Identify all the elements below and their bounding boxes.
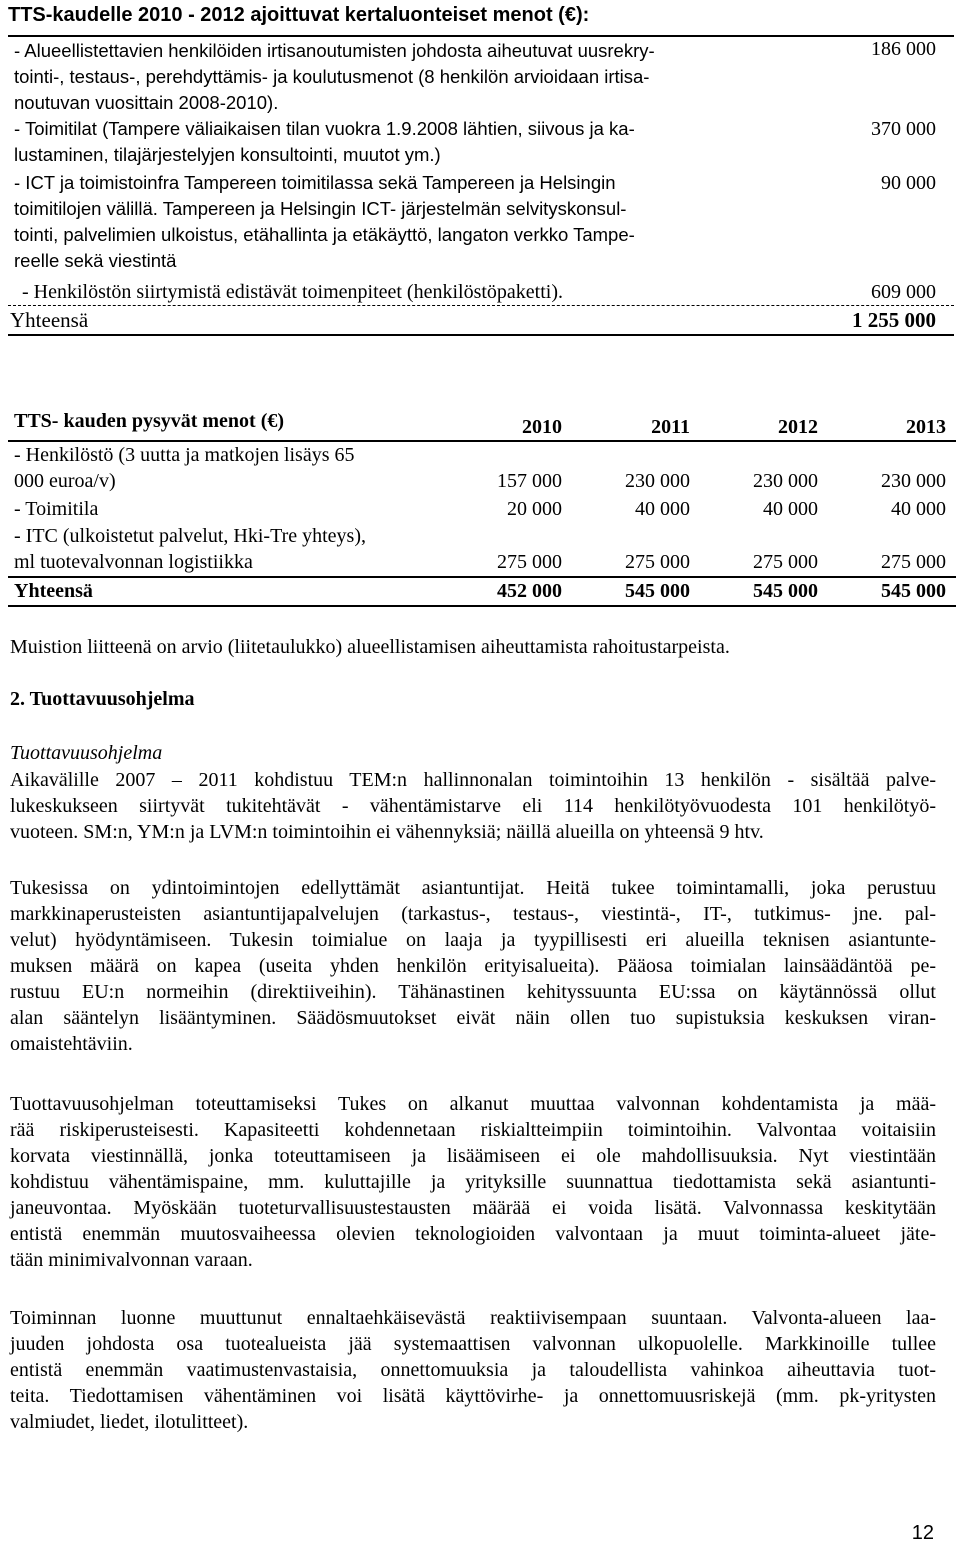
funding-note: Muistion liitteenä on arvio (liitetaulukko) alueellistamisen aiheuttamista rahoitustarpeista. [10,636,730,658]
paragraph-3-line: Tuottavuusohjelman toteuttamiseksi Tukes on alkanut muuttaa valvonnan kohdentamista ja mää- [10,1093,936,1115]
section2-row3-2011: 275 000 [625,551,690,573]
section2-bottom-rule [8,605,956,607]
section1-row4-text: - Henkilöstön siirtymistä edistävät toimenpiteet (henkilöstöpaketti). [22,281,564,303]
section1-row4-amount: 609 000 [871,281,936,303]
section2-heading: TTS- kauden pysyvät menot (€) [14,410,285,432]
paragraph-1 [10,767,936,845]
section2-total-2010: 452 000 [497,580,562,602]
section1-row1-amount: 186 000 [871,38,936,60]
section2-row2-2012: 40 000 [763,498,818,520]
section1-dashed-rule [8,305,954,306]
section2-total-2011: 545 000 [625,580,690,602]
section1-row3-line1: - ICT ja toimistoinfra Tampereen toimitilassa sekä Tampereen ja Helsingin [14,172,616,193]
section1-row1-line1: - Alueellistettavien henkilöiden irtisanoutumisten johdosta aiheutuvat uusrekry- [14,40,655,61]
section3-subheading: Tuottavuusohjelma [10,742,163,764]
section1-row2-line2: lustaminen, tilajärjestelyjen konsultointi, muutot ym.) [14,144,441,165]
section2-row3-2012: 275 000 [753,551,818,573]
paragraph-2-line: muksen määrä on kapea (useita yhden henkilön erityisalueita). Pääosa toimialan lainsäädäntöä pe- [10,955,936,977]
paragraph-2-line: omaistehtäviin. [10,1033,133,1055]
year-2013: 2013 [906,416,946,438]
paragraph-3-line: korvata viestinnällä, jonka toteuttamiseen ja lisäämiseen ei ole mahdollisuuksia. Nyt viestintään [10,1145,936,1167]
section1-row3-line3: tointi, palvelimien ulkoistus, etähallinta ja etäkäyttö, langaton verkko Tampe- [14,224,635,245]
paragraph-4-line: Toiminnan luonne muuttunut ennaltaehkäisevästä reaktiivisempaan suuntaan. Valvonta-alueen laa- [10,1307,936,1329]
section2-row1-line1: - Henkilöstö (3 uutta ja matkojen lisäys 65 [14,444,355,466]
section1-top-rule [8,35,954,37]
paragraph-3 [10,1091,936,1273]
section1-row1-line3: noutuvan vuosittain 2008-2010). [14,92,279,113]
year-2011: 2011 [651,416,690,438]
paragraph-2-line: rustuu EU:n normeihin (direktiiveihin). Tähänastinen kehityssuunta EU:ssa on käytännössä ollut [10,981,936,1003]
paragraph-2-line: markkinaperusteisten asiantuntijapalvelujen (tarkastus-, testaus-, viestintä-, IT-, tutkimus- jne. pal- [10,903,936,925]
section2-row1-2012: 230 000 [753,470,818,492]
paragraph-4-line: entistä enemmän vaatimustenvastaisia, onnettomuuksia ja taloudellista vahinkoa aiheuttavia tuot- [10,1359,936,1381]
paragraph-1-line: lukeskukseen siirtyvät tukitehtävät - vähentämistarve eli 114 henkilötyövuodesta 101 henkilötyö- [10,795,936,817]
section1-row3-amount: 90 000 [881,172,936,194]
page-number: 12 [911,1522,934,1544]
section1-heading: TTS-kaudelle 2010 - 2012 ajoittuvat kertaluonteiset menot (€): [8,4,590,26]
section2-row3-line2: ml tuotevalvonnan logistiikka [14,551,253,573]
paragraph-3-line: janeuvontaa. Myöskään tuoteturvallisuustestausten määrää ei voida lisätä. Valvonnassa keskitytään [10,1197,936,1219]
section2-row1-2013: 230 000 [881,470,946,492]
section1-bottom-rule [8,334,954,336]
year-2010: 2010 [522,416,562,438]
section2-total-label: Yhteensä [14,580,93,602]
year-2012: 2012 [778,416,818,438]
section2-row1-2011: 230 000 [625,470,690,492]
paragraph-3-line: tään minimivalvonnan varaan. [10,1249,253,1271]
paragraph-4 [10,1305,936,1435]
paragraph-1-line: Aikavälille 2007 – 2011 kohdistuu TEM:n hallinnonalan toimintoihin 13 henkilön - sisältää palve- [10,769,936,791]
section1-total-label: Yhteensä [10,308,89,332]
section1-row3-line4: reelle sekä viestintä [14,250,177,271]
section2-row2-2010: 20 000 [507,498,562,520]
paragraph-2-line: alan sääntelyn lisääntyminen. Säädösmuutokset eivät näin ollen tuo supistuksia keskuksen viran- [10,1007,936,1029]
section2-row1-line2: 000 euroa/v) [14,470,116,492]
paragraph-2 [10,875,936,1057]
section1-total-amount: 1 255 000 [852,308,936,332]
paragraph-4-line: teita. Tiedottamisen vähentäminen voi lisätä käyttövirhe- ja onnettomuusriskejä (mm. pk-yritysten [10,1385,936,1407]
section1-row1-line2: tointi-, testaus-, perehdyttämis- ja koulutusmenot (8 henkilön arvioidaan irtisa- [14,66,650,87]
section2-row2-line1: - Toimitila [14,498,99,520]
paragraph-4-line: juuden johdosta osa tuotealueista jää systemaattisen valvonnan ulkopuolelle. Markkinoille tullee [10,1333,936,1355]
paragraph-1-line: vuoteen. SM:n, YM:n ja LVM:n toimintoihin ei vähennyksiä; näillä alueilla on yhteensä 9 htv. [10,821,764,843]
paragraph-4-line: valmiudet, liedet, ilotulitteet). [10,1411,249,1433]
section1-row2-line1: - Toimitilat (Tampere väliaikaisen tilan vuokra 1.9.2008 lähtien, siivous ja ka- [14,118,635,139]
paragraph-3-line: rää riskiperusteisesti. Kapasiteetti kohdennetaan riskialtteimpiin toimintoihin. Valvontaa voitaisiin [10,1119,936,1141]
paragraph-3-line: kohdistuu vähentämispaine, mm. kuluttajille ja yrityksille suunnattua tiedottamista sekä asiantunti- [10,1171,936,1193]
section2-row1-2010: 157 000 [497,470,562,492]
section2-row2-2013: 40 000 [891,498,946,520]
section1-row3-line2: toimitilojen välillä. Tampereen ja Helsingin ICT- järjestelmän selvityskonsul- [14,198,627,219]
section3-heading: 2. Tuottavuusohjelma [10,688,195,710]
paragraph-2-line: Tukesissa on ydintoimintojen edellyttämät asiantuntijat. Heitä tukee toimintamalli, joka perustuu [10,877,936,899]
section2-row3-2013: 275 000 [881,551,946,573]
paragraph-3-line: entistä enemmän muutosvaiheessa olevien teknologioiden valvontaan ja muut toiminta-alueet jäte- [10,1223,936,1245]
section2-total-2012: 545 000 [753,580,818,602]
section2-row3-2010: 275 000 [497,551,562,573]
section1-row2-amount: 370 000 [871,118,936,140]
section2-row2-2011: 40 000 [635,498,690,520]
paragraph-2-line: velut) hyödyntämiseen. Tukesin toimialue on laaja ja tyypillisesti eri alueilla teknisen asiantunte- [10,929,936,951]
section2-row3-line1: - ITC (ulkoistetut palvelut, Hki-Tre yhteys), [14,525,366,547]
section2-total-2013: 545 000 [881,580,946,602]
